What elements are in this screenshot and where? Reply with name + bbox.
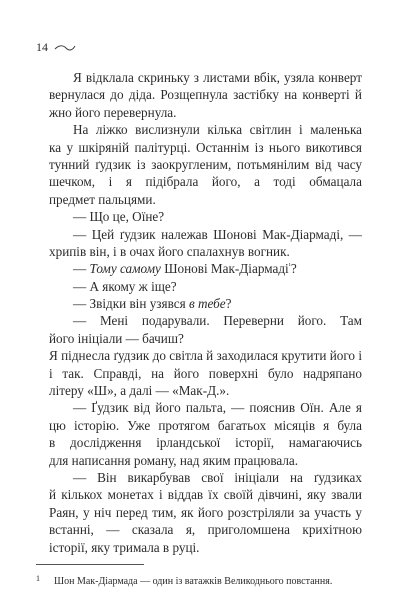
text-line: предмет пальцями. bbox=[49, 191, 156, 207]
text-line: Раян, у ніч перед тим, як його розстріляли за участь у bbox=[49, 504, 362, 520]
footnote-reference: ¹ bbox=[288, 262, 291, 271]
text-line: для написання роману, над яким працювала. bbox=[49, 452, 299, 468]
text-line: й кількох монетах і віддав їх своїй дівчині, яку звали bbox=[49, 487, 362, 503]
text-line: жно його перевернула. bbox=[49, 104, 177, 120]
text-line: — А якому ж іще? bbox=[73, 278, 177, 294]
footnote-marker: 1 bbox=[36, 574, 40, 583]
text-line: Я відклала скриньку з листами вбік, узяла конверт bbox=[73, 70, 362, 85]
text-line: цю історію. Уже протягом багатьох місяців я була bbox=[49, 417, 362, 433]
page-header bbox=[36, 40, 76, 55]
page-number: 14 bbox=[36, 40, 48, 54]
text-line: — Ґудзик від його пальта, — пояснив Оїн. Але я bbox=[73, 400, 362, 416]
text-line: — Мені подарували. Переверни його. Там bbox=[73, 313, 362, 329]
italic-emphasis: в тебе bbox=[188, 296, 226, 312]
swash-ornament-icon bbox=[54, 44, 76, 52]
text-line: Я піднесла ґудзик до світла й заходилася крутити його і bbox=[49, 348, 362, 364]
body-text bbox=[49, 69, 362, 556]
text-line: хрипів він, і в очах його спалахнув вогник. bbox=[49, 243, 290, 259]
text-line: вернулася до діда. Розщепнула застібку на конверті й bbox=[49, 87, 362, 103]
text-line: шечком, і я підібрала його, а тоді обмацала bbox=[49, 174, 362, 190]
footnote-text: Шон Мак-Діармада — один із ватажків Великоднього повстання. bbox=[54, 576, 333, 587]
text-line-italic-emphasis: — Тому самому Шонові Мак-Діармаді$^{^1}$? bbox=[73, 261, 297, 277]
text-line: його ініціали — бачиш? bbox=[49, 330, 184, 346]
text-line: — Що це, Оїне? bbox=[73, 209, 165, 225]
text-line: в дослідження ірландської історії, намагаючись bbox=[49, 435, 362, 451]
text-line: тунний ґудзик із заокругленим, потьмянілим від часу bbox=[49, 156, 362, 172]
italic-emphasis: Тому самому bbox=[89, 261, 161, 277]
text-line: літеру «Ш», а далі — «Мак-Д.». bbox=[49, 383, 230, 399]
text-line: і так. Справді, на його поверхні було надряпано bbox=[49, 365, 362, 381]
text-line: історії, яку тримала в руці. bbox=[49, 539, 200, 555]
text-line: На ліжко вислизнули кілька світлин і маленька bbox=[73, 122, 362, 138]
text-line-italic-emphasis: — Звідки він узявся в тебе? bbox=[73, 296, 232, 312]
text-line: встанні, — сказала я, приголомшена крихітною bbox=[49, 522, 362, 538]
text-line: — Він викарбував свої ініціали на ґудзиках bbox=[73, 469, 362, 485]
footnote-divider bbox=[36, 564, 144, 565]
footnote bbox=[36, 573, 376, 588]
text-line: — Цей ґудзик належав Шонові Мак-Діармаді, — bbox=[73, 226, 362, 242]
text-line: ка у шкіряній палітурці. Останнім із нього викотився bbox=[49, 139, 362, 155]
